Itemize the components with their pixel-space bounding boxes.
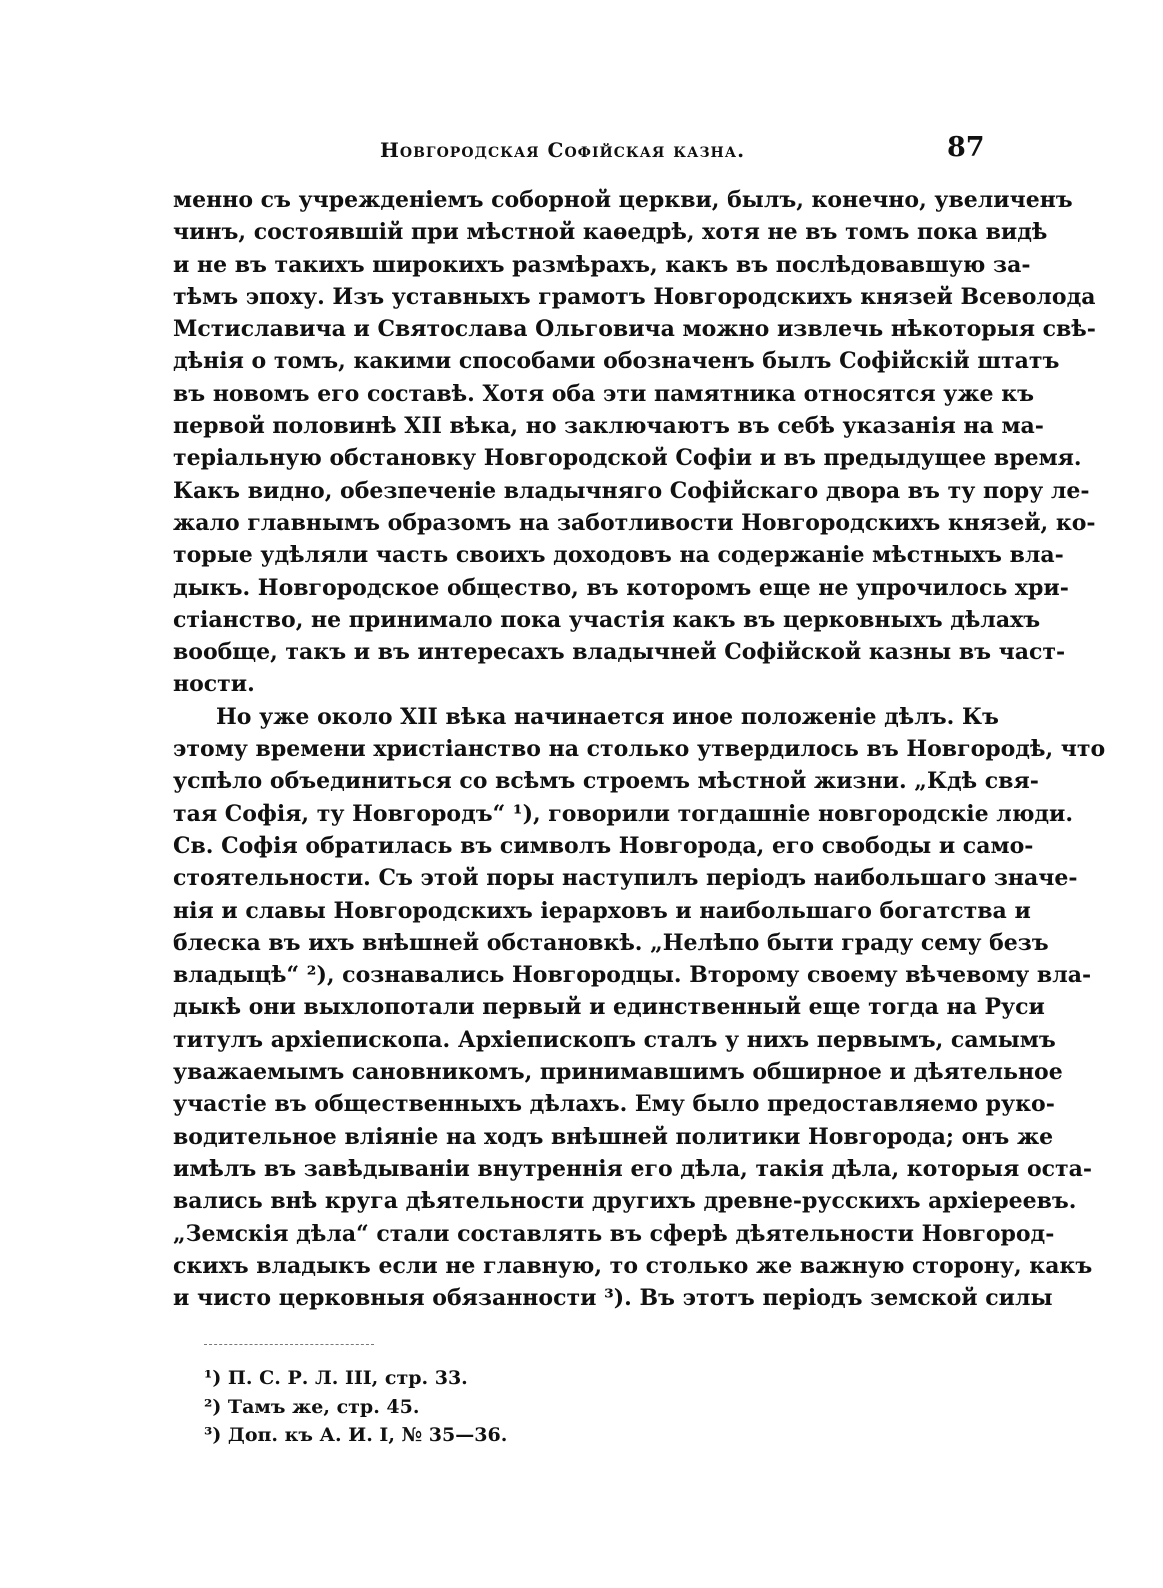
text-line: первой половинѣ XII вѣка, но заключаютъ въ себѣ указанія на ма- <box>173 413 1044 440</box>
text-line: Св. Софія обратилась въ символъ Новгорода, его свободы и само- <box>173 832 1034 859</box>
text-line: жало главнымъ образомъ на заботливости Новгородскихъ князей, ко- <box>173 509 1096 536</box>
text-line: этому времени христіанство на столько утвердилось въ Новгородѣ, что <box>173 736 1106 763</box>
text-line: нія и славы Новгородскихъ іерарховъ и наибольшаго богатства и <box>173 897 1031 924</box>
text-line: дѣнія о томъ, какими способами обозначенъ былъ Софійскій штатъ <box>173 348 1060 375</box>
running-title: Новгородская Софійская казна. <box>380 138 746 162</box>
text-line: Но уже около XII вѣка начинается иное положеніе дѣлъ. Къ <box>216 703 999 730</box>
text-line: торые удѣляли часть своихъ доходовъ на содержаніе мѣстныхъ вла- <box>173 542 1064 569</box>
text-line: „Земскія дѣла“ стали составлять въ сферѣ дѣятельности Новгород- <box>173 1220 1055 1247</box>
text-line: владыцѣ“ ²), сознавались Новгородцы. Второму своему вѣчевому вла- <box>173 962 1092 989</box>
text-line: и не въ такихъ широкихъ размѣрахъ, какъ въ послѣдовавшую за- <box>173 251 1031 278</box>
footnote: ¹) П. С. Р. Л. III, стр. 33. <box>204 1367 468 1389</box>
text-line: стоятельности. Съ этой поры наступилъ періодъ наибольшаго значе- <box>173 865 1078 892</box>
text-line: вообще, такъ и въ интересахъ владычней Софійской казны въ част- <box>173 639 1066 666</box>
text-line: успѣло объединиться со всѣмъ строемъ мѣстной жизни. „Кдѣ свя- <box>173 768 1039 795</box>
text-line: титулъ архіепископа. Архіепископъ сталъ у нихъ первымъ, самымъ <box>173 1026 1056 1053</box>
footnote: ²) Тамъ же, стр. 45. <box>204 1395 420 1418</box>
body-text <box>173 184 1106 1314</box>
text-line: Мстиславича и Святослава Ольговича можно извлечь нѣкоторыя свѣ- <box>173 316 1096 343</box>
text-line: и чисто церковныя обязанности ³). Въ этотъ періодъ земской силы <box>173 1285 1053 1312</box>
text-line: менно съ учрежденіемъ соборной церкви, былъ, конечно, увеличенъ <box>173 187 1073 213</box>
footnote: ³) Доп. къ А. И. I, № 35—36. <box>204 1424 508 1446</box>
text-line: участіе въ общественныхъ дѣлахъ. Ему было предоставляемо руко- <box>173 1091 1055 1118</box>
text-line: чинъ, состоявшій при мѣстной каѳедрѣ, хотя не въ томъ пока видѣ <box>173 219 1048 246</box>
text-line: имѣлъ въ завѣдываніи внутреннія его дѣла, такія дѣла, которыя оста- <box>173 1155 1093 1182</box>
text-line: стіанство, не принимало пока участія какъ въ церковныхъ дѣлахъ <box>173 606 1041 633</box>
text-line: ности. <box>173 671 255 698</box>
text-line: скихъ владыкъ если не главную, то столько же важную сторону, какъ <box>173 1252 1093 1279</box>
footnotes <box>204 1364 704 1450</box>
text-line: дыкѣ они выхлопотали первый и единственный еще тогда на Руси <box>173 994 1045 1021</box>
text-line: дыкъ. Новгородское общество, въ которомъ еще не упрочилось хри- <box>173 574 1069 601</box>
page-number: 87 <box>947 132 985 163</box>
text-line: блеска въ ихъ внѣшней обстановкѣ. „Нелѣпо быти граду сему безъ <box>173 929 1049 956</box>
text-line: тѣмъ эпоху. Изъ уставныхъ грамотъ Новгородскихъ князей Всеволода <box>173 283 1096 310</box>
text-line: вались внѣ круга дѣятельности другихъ древне-русскихъ архіереевъ. <box>173 1188 1077 1215</box>
text-line: тая Софія, ту Новгородъ“ ¹), говорили тогдашніе новгородскіе люди. <box>173 800 1074 827</box>
footnote-divider <box>204 1344 374 1345</box>
text-line: въ новомъ его составѣ. Хотя оба эти памятника относятся уже къ <box>173 380 1034 407</box>
text-line: теріальную обстановку Новгородской Софіи и въ предыдущее время. <box>173 445 1082 472</box>
text-line: Какъ видно, обезпеченіе владычняго Софійскаго двора въ ту пору ле- <box>173 477 1090 504</box>
text-line: уважаемымъ сановникомъ, принимавшимъ обширное и дѣятельное <box>173 1059 1063 1086</box>
text-line: водительное вліяніе на ходъ внѣшней политики Новгорода; онъ же <box>173 1123 1054 1150</box>
